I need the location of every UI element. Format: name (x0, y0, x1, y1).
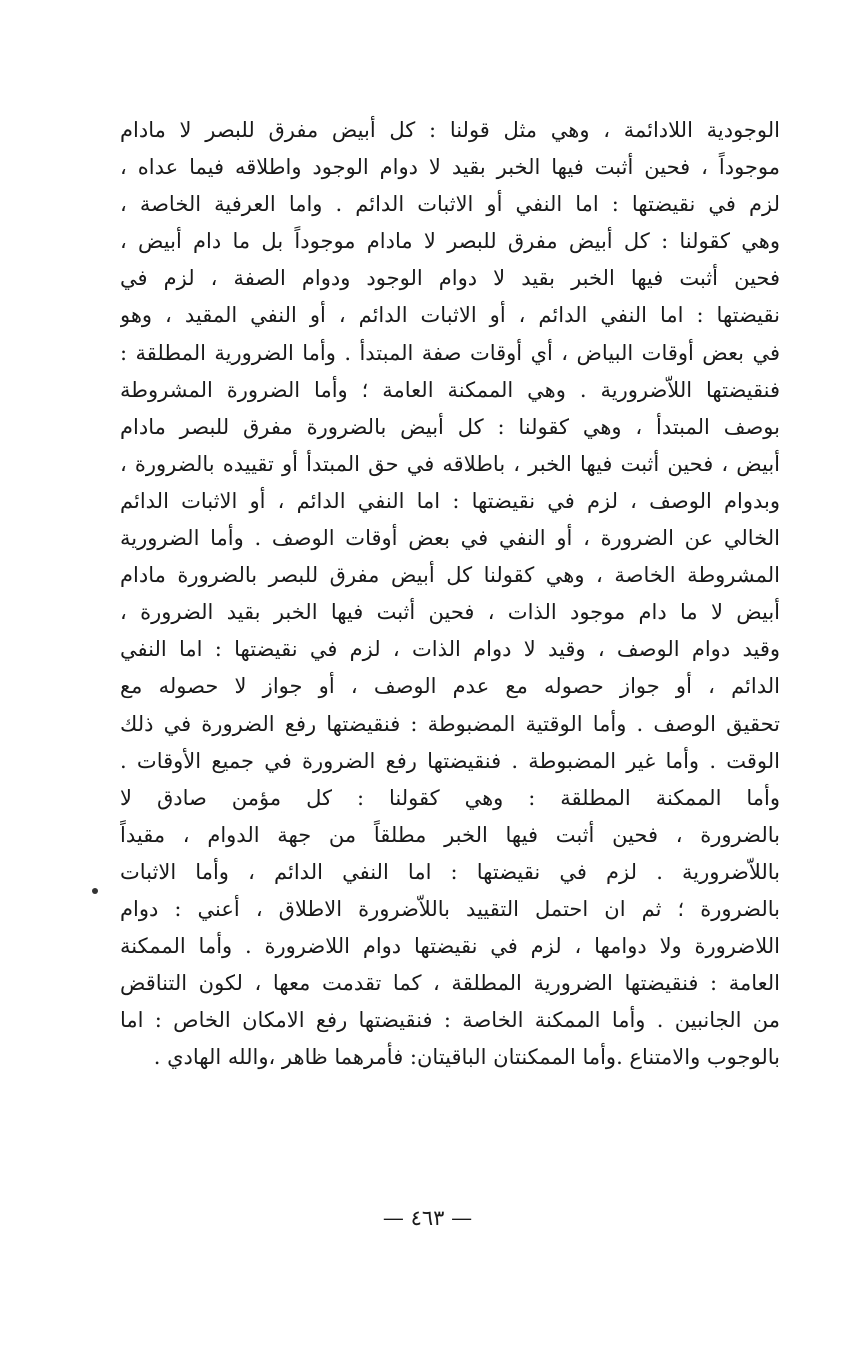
text-line: بوصف المبتدأ ، وهي كقولنا : كل أبيض بالضرورة مفرق للبصر مادام (120, 414, 780, 439)
text-line: لزم في نقيضتها : اما النفي أو الاثبات الدائم . واما العرفية الخاصة ، (120, 192, 780, 217)
text-line: تحقيق الوصف . وأما الوقتية المضبوطة : فنقيضتها رفع الضرورة في ذلك (120, 711, 780, 736)
text-line: بالوجوب والامتناع .وأما الممكنتان الباقيتان: فأمرهما ظاهر ،والله الهادي . (153, 1045, 780, 1070)
text-line: وبدوام الوصف ، لزم في نقيضتها : اما النفي الدائم ، أو الاثبات الدائم (120, 488, 780, 513)
text-line: الوقت . وأما غير المضبوطة . فنقيضتها رفع الضرورة في جميع الأوقات . (120, 748, 780, 773)
text-line: وهي كقولنا : كل أبيض مفرق للبصر لا مادام موجوداً بل ما دام أبيض ، (120, 229, 780, 254)
text-line: فحين أثبت فيها الخبر بقيد لا دوام الوجود ودوام الصفة ، لزم في (120, 266, 780, 291)
text-line: وأما الممكنة المطلقة : وهي كقولنا : كل مؤمن صادق لا (120, 785, 780, 810)
text-line: الوجودية اللادائمة ، وهي مثل قولنا : كل أبيض مفرق للبصر لا مادام (120, 118, 780, 142)
text-line: المشروطة الخاصة ، وهي كقولنا كل أبيض مفرق للبصر بالضرورة مادام (120, 563, 780, 588)
text-line: بالضرورة ؛ ثم ان احتمل التقييد باللاّضرورة الاطلاق ، أعني : دوام (120, 896, 780, 921)
text-line: موجوداً ، فحين أثبت فيها الخبر بقيد لا دوام الوجود واطلاقه فيما عداه ، (120, 155, 780, 180)
text-line: نقيضتها : اما النفي الدائم ، أو الاثبات الدائم ، أو النفي المقيد ، وهو (120, 303, 780, 328)
text-line: في بعض أوقات البياض ، أي أوقات صفة المبتدأ . وأما الضرورية المطلقة : (120, 340, 780, 365)
text-line: أبيض لا ما دام موجود الذات ، فحين أثبت فيها الخبر بقيد الضرورة ، (120, 600, 780, 625)
text-line: أبيض ، فحين أثبت فيها الخبر ، باطلاقه في حق المبتدأ أو تقييده بالضرورة ، (120, 451, 780, 476)
text-line: اللاضرورة ولا دوامها ، لزم في نقيضتها دوام اللاضرورة . وأما الممكنة (120, 934, 780, 959)
text-line: العامة : فنقيضتها الضرورية المطلقة ، كما تقدمت معها ، لكون التناقض (120, 971, 780, 996)
text-line: الدائم ، أو جواز حصوله مع عدم الوصف ، أو جواز لا حصوله مع (120, 674, 780, 699)
text-line: من الجانبين . وأما الممكنة الخاصة : فنقيضتها رفع الامكان الخاص : اما (120, 1008, 780, 1033)
text-line: فنقيضتها اللاّضرورية . وهي الممكنة العامة ؛ وأما الضرورة المشروطة (120, 377, 780, 402)
text-line: باللاّضرورية . لزم في نقيضتها : اما النفي الدائم ، وأما الاثبات (120, 859, 780, 884)
text-line: وقيد دوام الوصف ، وقيد لا دوام الذات ، لزم في نقيضتها : اما النفي (120, 637, 780, 662)
text-line: الخالي عن الضرورة ، أو النفي في بعض أوقات الوصف . وأما الضرورية (120, 526, 780, 551)
page-number: — ٤٦٣ — (382, 1206, 473, 1230)
text-line: بالضرورة ، فحين أثبت فيها الخبر مطلقاً من جهة الدوام ، مقيداً (120, 822, 780, 847)
body-text (120, 112, 780, 1076)
margin-dot (92, 888, 98, 894)
